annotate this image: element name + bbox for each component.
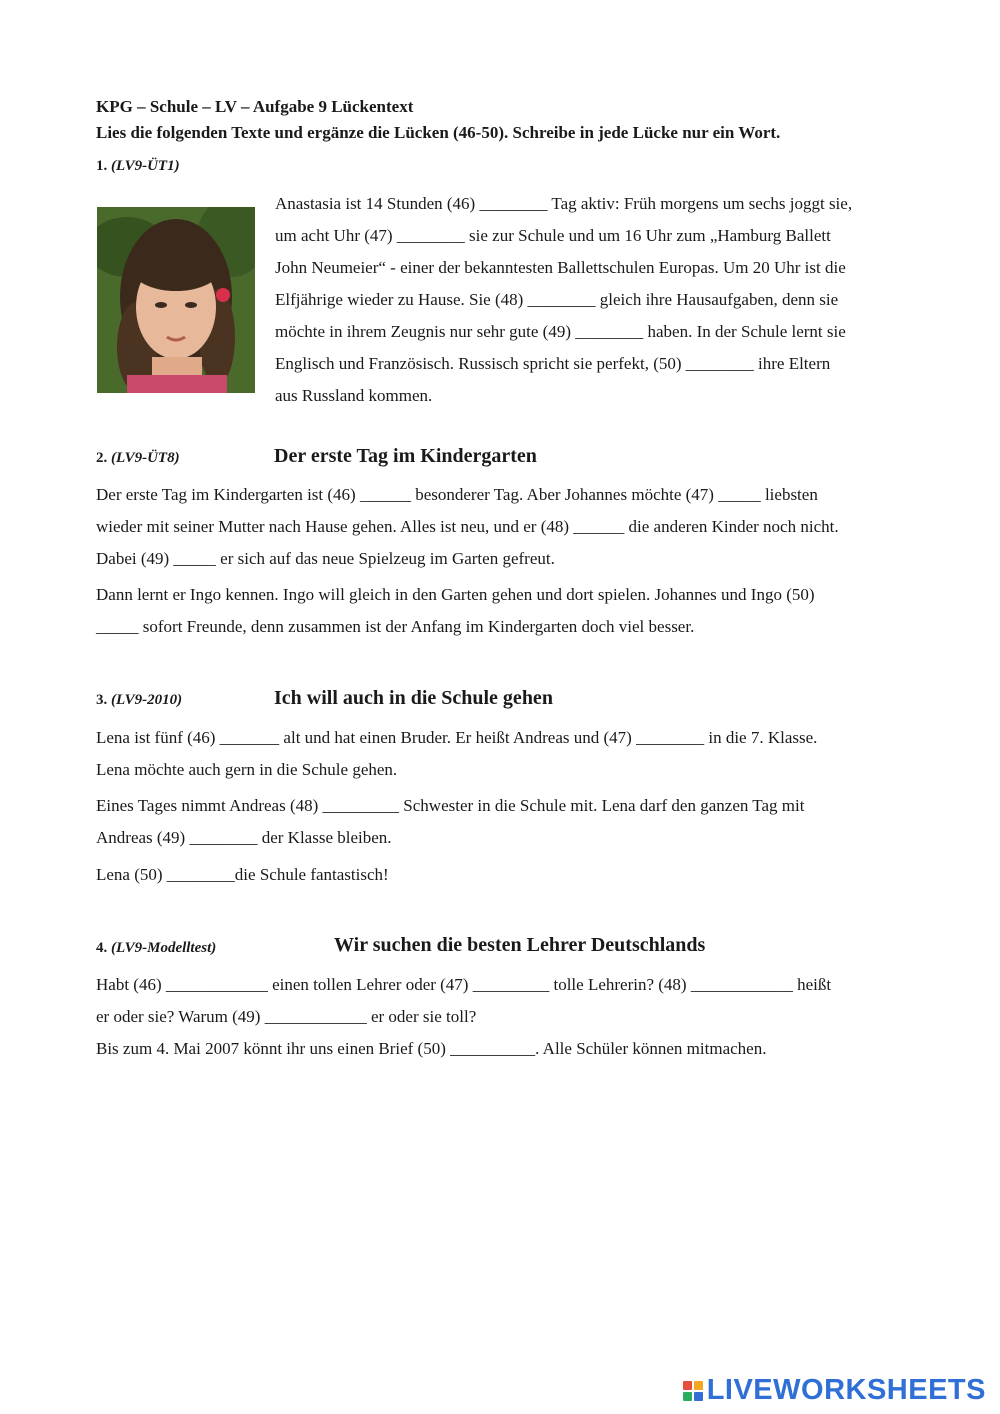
section2-line: Der erste Tag im Kindergarten ist (46) ______ besonderer Tag. Aber Johannes möchte (47) _____ liebsten (96, 485, 818, 504)
section1-line: Anastasia ist 14 Stunden (46) ________ Tag aktiv: Früh morgens um sechs joggt sie, (275, 194, 853, 213)
section2-number: 2. (96, 450, 108, 466)
section1-heading (96, 158, 180, 175)
worksheet-header (96, 96, 780, 144)
section4-number: 4. (96, 940, 108, 956)
section3-title: Ich will auch in die Schule gehen (274, 687, 553, 709)
section4-heading (96, 940, 216, 957)
section3-line: Lena ist fünf (46) _______ alt und hat einen Bruder. Er heißt Andreas und (47) ________ in die 7. Klasse. (96, 728, 818, 747)
section1-line: aus Russland kommen. (275, 386, 433, 405)
section1-line: um acht Uhr (47) ________ sie zur Schule und um 16 Uhr zum „Hamburg Ballett (275, 226, 831, 245)
section3-paragraph3 (96, 859, 926, 891)
section3-heading (96, 692, 182, 709)
section2-code: (LV9-ÜT8) (111, 450, 180, 466)
section2-title: Der erste Tag im Kindergarten (274, 445, 537, 467)
section3-line: Lena (50) ________die Schule fantastisch! (96, 865, 389, 884)
section1-code: (LV9-ÜT1) (111, 158, 180, 174)
section2-paragraph1 (96, 479, 926, 575)
section4-title: Wir suchen die besten Lehrer Deutschlands (334, 934, 706, 956)
girl-photo (97, 207, 255, 393)
section2-heading (96, 450, 180, 467)
section2-paragraph2 (96, 579, 926, 643)
section3-line: Eines Tages nimmt Andreas (48) _________ Schwester in die Schule mit. Lena darf den ganzen Tag mit (96, 796, 805, 815)
section1-line: Englisch und Französisch. Russisch spricht sie perfekt, (50) ________ ihre Eltern (275, 354, 831, 373)
section1-line: Elfjährige wieder zu Hause. Sie (48) ________ gleich ihre Hausaufgaben, denn sie (275, 290, 839, 309)
section2-line: Dabei (49) _____ er sich auf das neue Spielzeug im Garten gefreut. (96, 549, 555, 568)
section4-line: Habt (46) ____________ einen tollen Lehrer oder (47) _________ tolle Lehrerin? (48) ____________ heißt (96, 975, 832, 994)
section3-code: (LV9-2010) (111, 692, 183, 708)
section2-line: wieder mit seiner Mutter nach Hause gehen. Alles ist neu, und er (48) ______ die anderen Kinder noch nicht. (96, 517, 839, 536)
worksheet-instruction: Lies die folgenden Texte und ergänze die Lücken (46-50). Schreibe in jede Lücke nur ein Wort. (96, 123, 781, 142)
section1-number: 1. (96, 158, 108, 174)
section1-text (275, 188, 852, 412)
section3-line: Andreas (49) ________ der Klasse bleiben. (96, 828, 392, 847)
section2-line: Dann lernt er Ingo kennen. Ingo will gleich in den Garten gehen und dort spielen. Johannes und Ingo (50) (96, 585, 815, 604)
liveworksheets-logo-text: LIVEWORKSHEETS (706, 1374, 986, 1406)
liveworksheets-logo (683, 1374, 986, 1407)
section3-line: Lena möchte auch gern in die Schule gehen. (96, 760, 398, 779)
section4-code: (LV9-Modelltest) (111, 940, 217, 956)
section2-line: _____ sofort Freunde, denn zusammen ist der Anfang im Kindergarten doch viel besser. (96, 617, 695, 636)
section4-line: Bis zum 4. Mai 2007 könnt ihr uns einen Brief (50) __________. Alle Schüler können mitmachen. (96, 1039, 767, 1058)
section3-number: 3. (96, 692, 108, 708)
section3-paragraph1 (96, 722, 926, 786)
section4-line: er oder sie? Warum (49) ____________ er oder sie toll? (96, 1007, 477, 1026)
worksheet-title: KPG – Schule – LV – Aufgabe 9 Lückentext (96, 97, 414, 116)
liveworksheets-logo-icon (683, 1381, 703, 1401)
section3-paragraph2 (96, 790, 926, 854)
section1-line: möchte in ihrem Zeugnis nur sehr gute (49) ________ haben. In der Schule lernt sie (275, 322, 846, 341)
section4-text (96, 969, 926, 1065)
section1-line: John Neumeier“ - einer der bekanntesten Ballettschulen Europas. Um 20 Uhr ist die (275, 258, 846, 277)
